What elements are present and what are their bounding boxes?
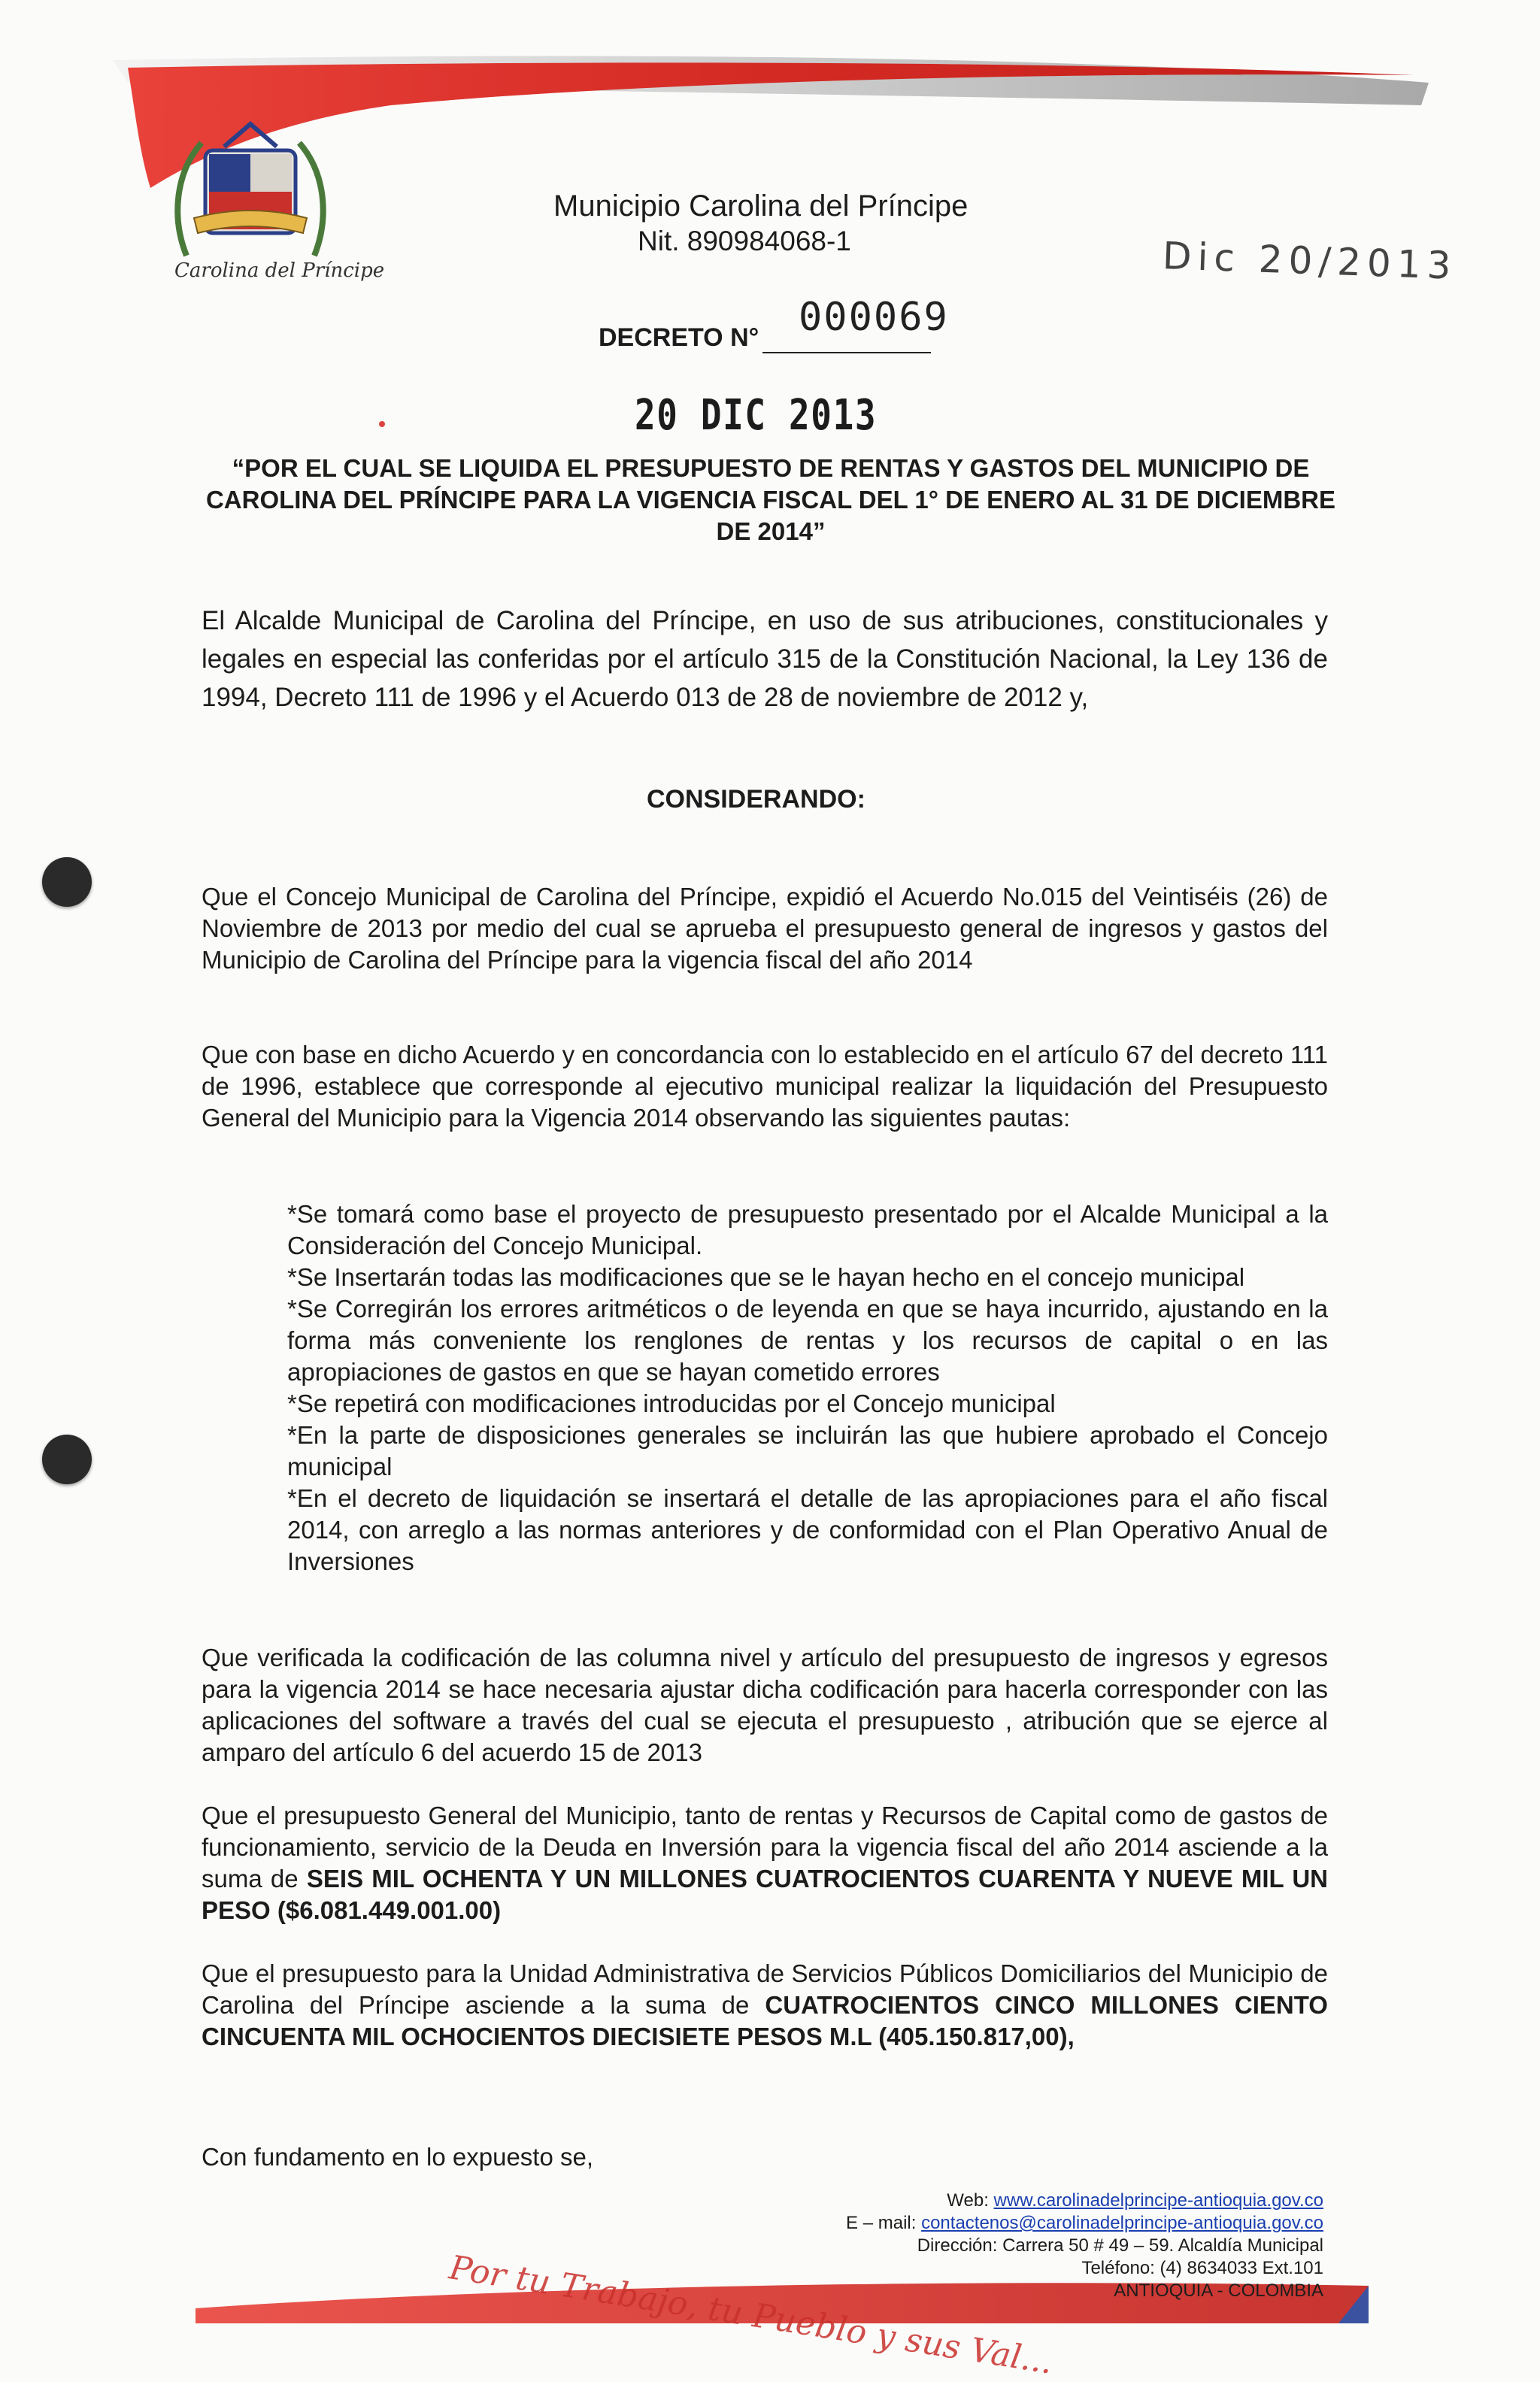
list-item: *Se Corregirán los errores aritméticos o de leyenda en que se haya incurrido, ajustando en la forma más conveniente los renglones de rentas y los recursos de capital o en las apropiaciones de gastos en que se hayan cometido errores <box>287 1295 1328 1386</box>
decree-number-underline <box>762 352 931 353</box>
decree-label: DECRETO N° <box>599 323 759 352</box>
crest-caption: Carolina del Príncipe <box>174 259 385 282</box>
punch-hole <box>42 1435 92 1484</box>
email-link[interactable]: contactenos@carolinadelprincipe-antioquia.gov.co <box>921 2213 1323 2233</box>
municipal-crest-logo <box>164 120 337 271</box>
phone: Teléfono: (4) 8634033 Ext.101 <box>1081 2258 1323 2278</box>
paragraph-presupuesto-general <box>202 1800 1328 1926</box>
nit-number: Nit. 890984068-1 <box>638 226 851 256</box>
paragraph-fundamento: Con fundamento en lo expuesto se, <box>202 2143 594 2171</box>
list-item: *Se repetirá con modificaciones introducidas por el Concejo municipal <box>287 1390 1056 1417</box>
intro-paragraph: El Alcalde Municipal de Carolina del Príncipe, en uso de sus atribuciones, constitucionales y legales en especial las conferidas por el artículo 315 de la Constitución Nacional, la Ley 136 de 1994, Decreto 111 de 1996 y el Acuerdo 013 de 28 de noviembre de 2012 y, <box>202 606 1328 712</box>
list-item: *Se Insertarán todas las modificaciones que se le hayan hecho en el concejo municipal <box>287 1263 1245 1291</box>
guidelines-list <box>287 1199 1328 1577</box>
contact-footer <box>846 2190 1323 2302</box>
address: Dirección: Carrera 50 # 49 – 59. Alcaldía Municipal <box>917 2235 1323 2256</box>
list-item: *En la parte de disposiciones generales se incluirán las que hubiere aprobado el Concejo municipal <box>287 1421 1328 1480</box>
paragraph-acuerdo: Que el Concejo Municipal de Carolina del Príncipe, expidió el Acuerdo No.015 del Veintiséis (26) de Noviembre de 2013 por medio del cual se aprueba el presupuesto general de ingresos y gastos del Municipio de Carolina del Príncipe para la vigencia fiscal del año 2014 <box>202 883 1328 974</box>
ink-mark <box>379 421 385 427</box>
website-link[interactable]: www.carolinadelprincipe-antioquia.gov.co <box>993 2190 1323 2211</box>
budget-amount: CUATROCIENTOS CINCO MILLONES CIENTO CINCUENTA MIL OCHOCIENTOS DIECISIETE PESOS M.L (405.150.817,00), <box>202 1991 1328 2050</box>
paragraph-codificacion: Que verificada la codificación de las columna nivel y artículo del presupuesto de ingresos y egresos para la vigencia 2014 se hace necesaria ajustar dicha codificación para hacerla corresponder con las aplicaciones del software a través del cual se ejecuta el presupuesto , atribución que se ejerce al amparo del artículo 6 del acuerdo 15 de 2013 <box>202 1644 1328 1766</box>
paragraph-liquidacion: Que con base en dicho Acuerdo y en concordancia con lo establecido en el artículo 67 del decreto 111 de 1996, establece que corresponde al ejecutivo municipal realizar la liquidación del Presupuesto General del Municipio para la Vigencia 2014 observando las siguientes pautas: <box>202 1041 1328 1132</box>
web-line <box>846 2190 1323 2212</box>
municipality-name: Municipio Carolina del Príncipe <box>553 189 969 223</box>
date-stamp: 20 DIC 2013 <box>635 391 878 440</box>
handwritten-date-annotation: Dic 20/2013 <box>1162 234 1458 288</box>
decree-title: “POR EL CUAL SE LIQUIDA EL PRESUPUESTO DE RENTAS Y GASTOS DEL MUNICIPIO DE CAROLINA DEL PRÍNCIPE PARA LA VIGENCIA FISCAL DEL 1° DE ENERO AL 31 DE DICIEMBRE DE 2014” <box>205 454 1336 545</box>
slogan: Por tu Trabajo, tu Pueblo y sus Val... <box>447 2248 1056 2382</box>
considerando-heading: CONSIDERANDO: <box>647 785 865 814</box>
email-label: E – mail: <box>846 2213 922 2233</box>
region: ANTIOQUIA - COLOMBIA <box>1114 2280 1323 2301</box>
list-item: *Se tomará como base el proyecto de presupuesto presentado por el Alcalde Municipal a la Consideración del Concejo Municipal. <box>287 1200 1328 1259</box>
paragraph-text: Que el presupuesto General del Municipio, tanto de rentas y Recursos de Capital como de gastos de funcionamiento, servicio de la Deuda en Inversión para la vigencia fiscal del año 2014 asciende a la suma de <box>202 1802 1328 1893</box>
email-line <box>846 2212 1323 2235</box>
paragraph-servicios-publicos <box>202 1958 1328 2053</box>
web-label: Web: <box>947 2190 994 2211</box>
list-item: *En el decreto de liquidación se insertará el detalle de las apropiaciones para el año fiscal 2014, con arreglo a las normas anteriores y de conformidad con el Plan Operativo Anual de Inversiones <box>287 1484 1328 1575</box>
paragraph-text: Que el presupuesto para la Unidad Administrativa de Servicios Públicos Domiciliarios del Municipio de Carolina del Príncipe asciende a la suma de <box>202 1959 1328 2019</box>
budget-amount: SEIS MIL OCHENTA Y UN MILLONES CUATROCIENTOS CUARENTA Y NUEVE MIL UN PESO ($6.081.449.001.00) <box>202 1865 1328 1924</box>
punch-hole <box>42 857 92 907</box>
decree-number: 000069 <box>799 295 949 340</box>
